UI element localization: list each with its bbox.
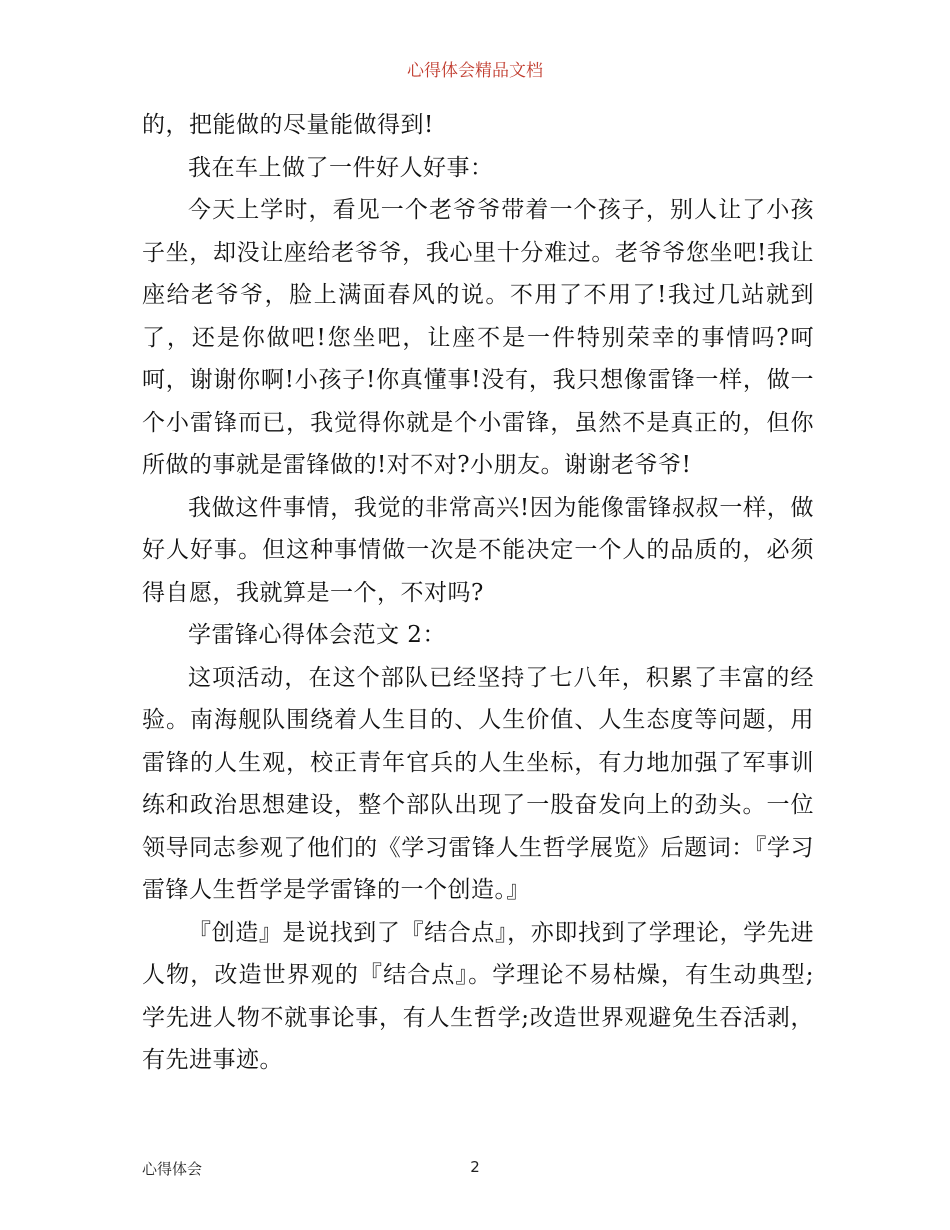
document-body [142,104,814,1082]
paragraph-continuation: 的，把能做的尽量能做得到! [142,112,434,138]
paragraph: 这项活动，在这个部队已经坚持了七八年，积累了丰富的经验。南海舰队围绕着人生目的、人生价值、人生态度等问题，用雷锋的人生观，校正青年官兵的人生坐标，有力地加强了军事训练和政治思想建设，整个部队出现了一股奋发向上的劲头。一位领导同志参观了他们的《学习雷锋人生哲学展览》后题词：『学习雷锋人生哲学是学雷锋的一个创造。』 [142,664,814,903]
section-heading: 学雷锋心得体会范文 2： [188,622,446,648]
paragraph: 我在车上做了一件好人好事： [188,154,494,181]
paragraph: 『创造』是说找到了『结合点』，亦即找到了学理论，学先进人物，改造世界观的『结合点』。学理论不易枯燥，有生动典型;学先进人物不就事论事，有人生哲学;改造世界观避免生吞活剥，有先进事迹。 [142,919,814,1073]
footer-label: 心得体会 [142,1160,203,1178]
page-header-title: 心得体会精品文档 [407,61,543,81]
paragraph: 我做这件事情，我觉的非常高兴!因为能像雷锋叔叔一样，做好人好事。但这种事情做一次是不能决定一个人的品质的，必须得自愿，我就算是一个，不对吗? [142,494,814,606]
paragraph: 今天上学时，看见一个老爷爷带着一个孩子，别人让了小孩子坐，却没让座给老爷爷，我心里十分难过。老爷爷您坐吧!我让座给老爷爷，脸上满面春风的说。不用了不用了!我过几站就到了，还是你做吧!您坐吧，让座不是一件特别荣幸的事情吗?呵呵，谢谢你啊!小孩子!你真懂事!没有，我只想像雷锋一样，做一个小雷锋而已，我觉得你就是个小雷锋，虽然不是真正的，但你所做的事就是雷锋做的!对不对?小朋友。谢谢老爷爷! [142,197,814,478]
page-number: 2 [470,1158,480,1176]
